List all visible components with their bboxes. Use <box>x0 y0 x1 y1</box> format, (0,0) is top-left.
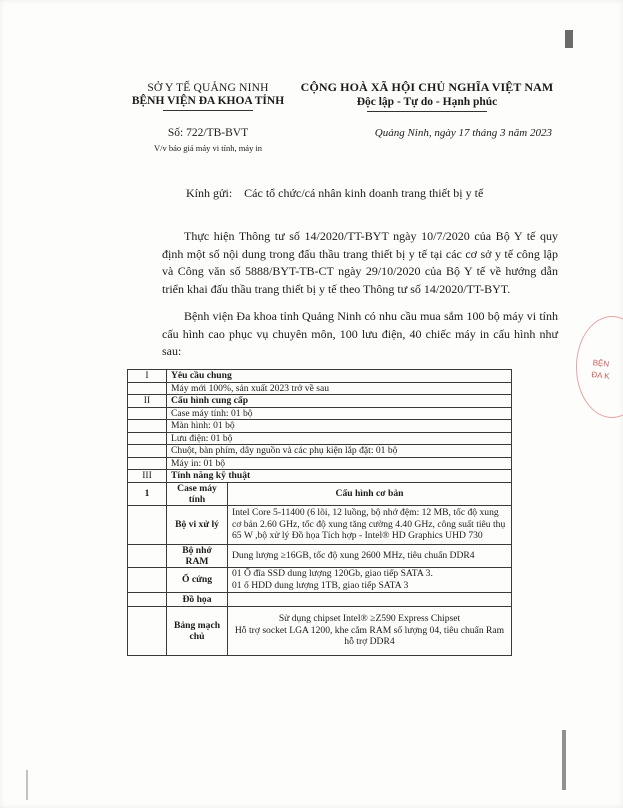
paragraph-text: Thực hiện Thông tư số 14/2020/TT-BYT ngày 10/7/2020 của Bộ Y tế quy định một số nội dung trong đấu thầu trang thiết bị y tế tại các cơ sở y tế công lập và Công văn số 5888/BYT-TB-CT ngày 29/10/2020 của Bộ Y tế về hướng dẫn triển khai đấu thầu trang thiết bị y tế theo Thông tư số 14/2020/TT-BYT. <box>162 229 558 296</box>
item-name: Case máy tính <box>167 482 228 505</box>
table-row <box>128 606 512 655</box>
scan-artifact <box>562 730 566 790</box>
addressee-line <box>186 186 483 201</box>
config-item: Case máy tính: 01 bộ <box>167 407 512 420</box>
ministry-name: SỞ Y TẾ QUẢNG NINH <box>147 82 269 94</box>
table-row <box>128 567 512 592</box>
spec-name: Bộ nhớ RAM <box>167 544 228 567</box>
spec-name: Đồ họa <box>167 592 228 606</box>
addressee-label: Kính gửi: <box>186 186 233 200</box>
table-row <box>128 457 512 470</box>
config-item: Máy in: 01 bộ <box>167 457 512 470</box>
table-row <box>128 470 512 483</box>
table-row <box>128 592 512 606</box>
place-date: Quảng Ninh, ngày 17 tháng 3 năm 2023 <box>374 127 552 139</box>
scan-artifact <box>26 770 28 800</box>
motto-underline <box>367 111 487 112</box>
section-number: III <box>128 470 167 483</box>
spec-value: Intel Core 5-11400 (6 lõi, 12 luồng, bộ nhớ đệm: 12 MB, tốc độ xung cơ bản 2.60 GHz, tốc độ xung tăng cường 4.40 GHz, công suất tiêu thụ 65 W ,bộ xử lý Đồ họa Tích hợp - Intel® HD Graphics UHD 730 <box>228 505 512 544</box>
section-title: Tính năng kỹ thuật <box>167 470 512 483</box>
spec-value: 01 Ổ đĩa SSD dung lượng 120Gb, giao tiếp SATA 3. 01 ổ HDD dung lượng 1TB, giao tiếp SATA 3 <box>228 567 512 592</box>
table-row <box>128 432 512 445</box>
table-row <box>128 370 512 383</box>
specification-table <box>127 369 512 656</box>
column-header: Cấu hình cơ bản <box>228 482 512 505</box>
document-subject: V/v báo giá máy vi tính, máy in <box>153 143 263 153</box>
issuer-block <box>108 82 308 153</box>
body-paragraph <box>162 308 558 361</box>
spec-name: Ổ cứng <box>167 567 228 592</box>
section-title: Yêu cầu chung <box>167 370 512 383</box>
paragraph-text: Bệnh viện Đa khoa tỉnh Quảng Ninh có nhu cầu mua sắm 100 bộ máy vi tính cấu hình cao phục vụ chuyên môn, 100 lưu điện, 40 chiếc máy in cấu hình như sau: <box>162 309 558 358</box>
national-motto: Độc lập - Tự do - Hạnh phúc <box>356 96 498 108</box>
table-row <box>128 382 512 395</box>
spec-value: Sử dụng chipset Intel® ≥Z590 Express Chipset Hỗ trợ socket LGA 1200, khe cắm RAM số lượng 04, tiêu chuẩn Ram hỗ trợ DDR4 <box>228 606 512 655</box>
item-number: 1 <box>128 482 167 505</box>
section-number: II <box>128 395 167 408</box>
body-paragraph <box>162 228 558 298</box>
section-title: Cấu hình cung cấp <box>167 395 512 408</box>
hospital-name: BỆNH VIỆN ĐA KHOA TỈNH <box>131 95 285 107</box>
config-item: Chuột, bàn phím, dây nguồn và các phụ kiện lắp đặt: 01 bộ <box>167 445 512 458</box>
config-item: Lưu điện: 01 bộ <box>167 432 512 445</box>
config-item: Màn hình: 01 bộ <box>167 420 512 433</box>
national-header <box>292 80 562 139</box>
nation-title: CỘNG HOÀ XÃ HỘI CHỦ NGHĨA VIỆT NAM <box>300 80 554 94</box>
table-row <box>128 407 512 420</box>
table-row <box>128 482 512 505</box>
table-row <box>128 544 512 567</box>
table-row <box>128 420 512 433</box>
requirement-item: Máy mới 100%, sản xuất 2023 trở về sau <box>167 382 512 395</box>
spec-value <box>228 592 512 606</box>
spec-value: Dung lượng ≥16GB, tốc độ xung 2600 MHz, tiêu chuẩn DDR4 <box>228 544 512 567</box>
section-number: I <box>128 370 167 383</box>
scan-artifact <box>565 30 573 48</box>
issuer-underline <box>163 110 253 111</box>
spec-name: Bộ vi xử lý <box>167 505 228 544</box>
table-row <box>128 505 512 544</box>
table-row <box>128 395 512 408</box>
stamp-text: BỆN ĐA K <box>591 358 611 381</box>
table-row <box>128 445 512 458</box>
spec-name: Bảng mạch chủ <box>167 606 228 655</box>
document-number: Số: 722/TB-BVT <box>167 127 249 139</box>
addressee-value: Các tổ chức/cá nhân kinh doanh trang thiết bị y tế <box>244 186 484 200</box>
